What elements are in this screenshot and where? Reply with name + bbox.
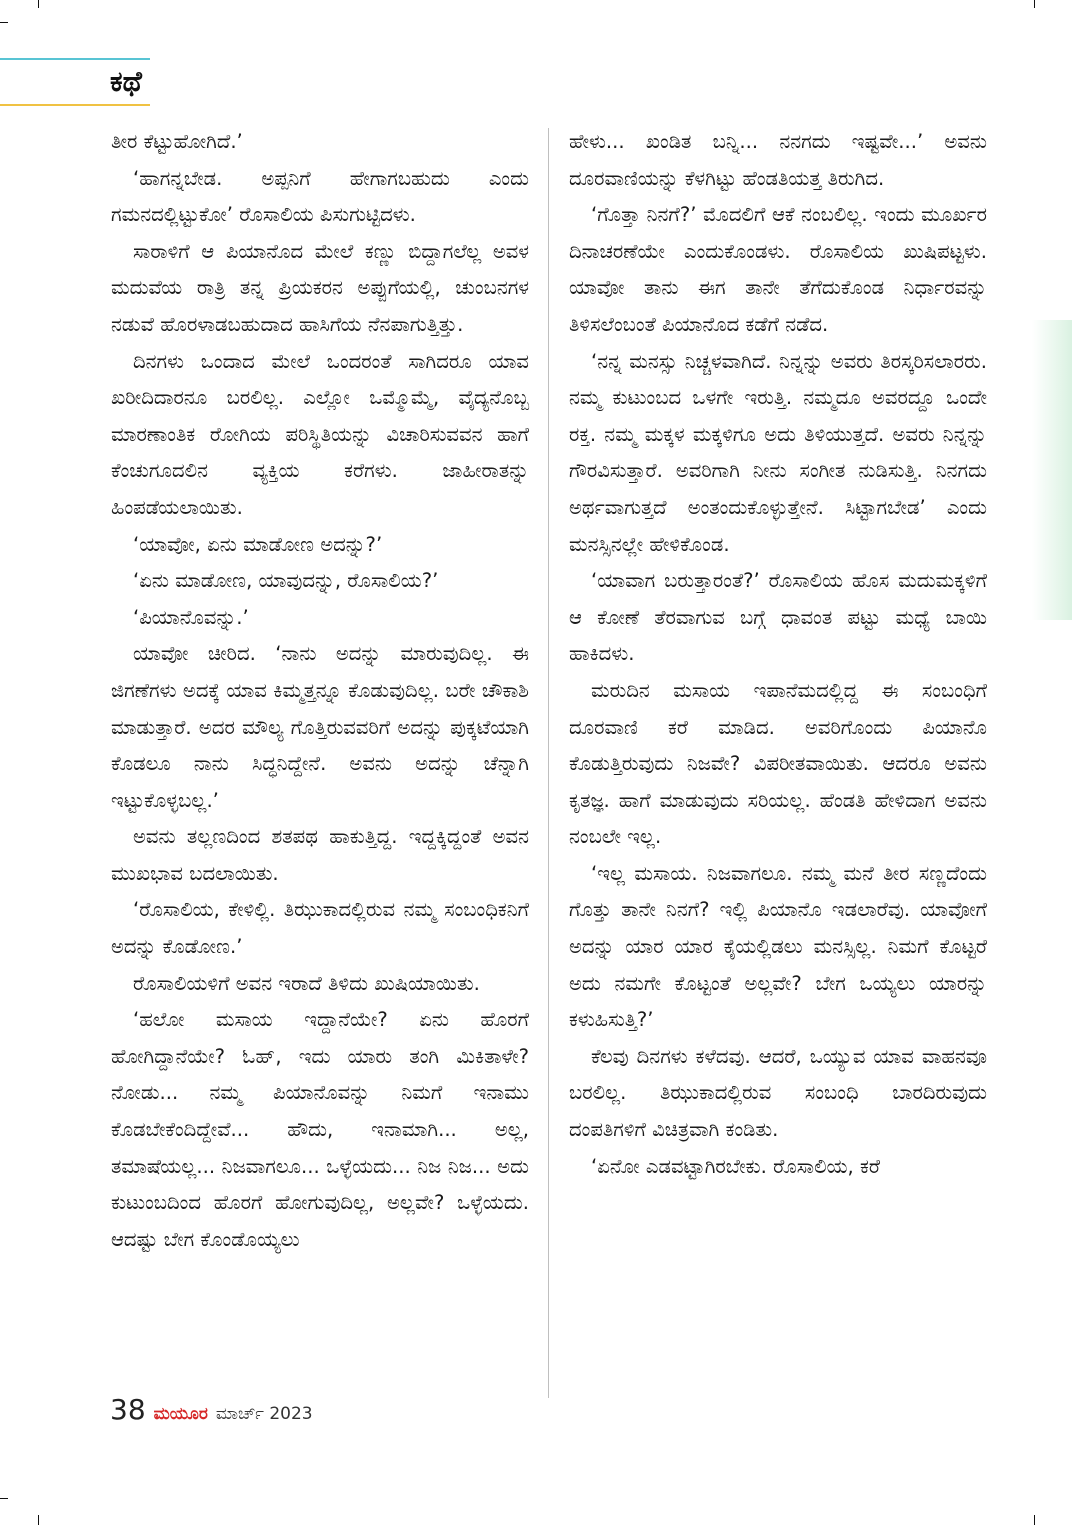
- crop-mark: [38, 1515, 39, 1525]
- magazine-name: ಮಯೂರ: [153, 1404, 208, 1424]
- paragraph: ‘ಗೊತ್ತಾ ನಿನಗೆ?’ ಮೊದಲಿಗೆ ಆಕೆ ನಂಬಲಿಲ್ಲ. ಇಂದು ಮೂರ್ಖರ ದಿನಾಚರಣೆಯೇ ಎಂದುಕೊಂಡಳು. ರೊಸಾಲಿಯ ಖುಷಿಪಟ್ಟಳು. ಯಾವೋ ತಾನು ಈಗ ತಾನೇ ತೆಗೆದುಕೊಂಡ ನಿರ್ಧಾರವನ್ನು ತಿಳಿಸಲೆಂಬಂತೆ ಪಿಯಾನೊದ ಕಡೆಗೆ ನಡೆದ.: [569, 203, 987, 336]
- paragraph: ಕೆಲವು ದಿನಗಳು ಕಳೆದವು. ಆದರೆ, ಒಯ್ಯುವ ಯಾವ ವಾಹನವೂ ಬರಲಿಲ್ಲ. ತಿಝುಕಾದಲ್ಲಿರುವ ಸಂಬಂಧಿ ಬಾರದಿರುವುದು ದಂಪತಿಗಳಿಗೆ ವಿಚಿತ್ರವಾಗಿ ಕಂಡಿತು.: [569, 1044, 987, 1142]
- crop-mark: [0, 22, 8, 23]
- crop-mark: [1034, 0, 1035, 8]
- paragraph: ‘ಪಿಯಾನೊವನ್ನು.’: [133, 605, 249, 629]
- paragraph: ‘ಯಾವಾಗ ಬರುತ್ತಾರಂತೆ?’ ರೊಸಾಲಿಯ ಹೊಸ ಮದುಮಕ್ಕಳಿಗೆ ಆ ಕೋಣೆ ತೆರವಾಗುವ ಬಗ್ಗೆ ಧಾವಂತ ಪಟ್ಟು ಮಧ್ಯೆ ಬಾಯಿ ಹಾಕಿದಳು.: [569, 569, 987, 666]
- paragraph: ತೀರ ಕೆಟ್ಟುಹೋಗಿದೆ.’: [111, 130, 243, 153]
- paragraph: ‘ಯಾವೋ, ಏನು ಮಾಡೋಣ ಅದನ್ನು?’: [133, 532, 383, 556]
- column-divider: [548, 128, 549, 1398]
- paragraph: ‘ಹಲೋ ಮಸಾಯ ಇದ್ದಾನೆಯೇ? ಏನು ಹೊರಗೆ ಹೋಗಿದ್ದಾನೆಯೇ? ಓಹ್, ಇದು ಯಾರು ತಂಗಿ ಮಿಕಿತಾಳೇ? ನೋಡು... ನಮ್ಮ ಪಿಯಾನೊವನ್ನು ನಿಮಗೆ ಇನಾಮು ಕೊಡಬೇಕೆಂದಿದ್ದೇವೆ... ಹೌದು, ಇನಾಮಾಗಿ... ಅಲ್ಲ, ತಮಾಷೆಯಲ್ಲ... ನಿಜವಾಗಲೂ... ಒಳ್ಳೆಯದು... ನಿಜ ನಿಜ... ಅದು ಕುಟುಂಬದಿಂದ ಹೊರಗೆ ಹೋಗುವುದಿಲ್ಲ, ಅಲ್ಲವೇ? ಒಳ್ಳೆಯದು. ಆದಷ್ಟು ಬೇಗ ಕೊಂಡೊಯ್ಯಲು: [111, 1008, 529, 1251]
- left-column: [111, 124, 529, 1258]
- issue-date: ಮಾರ್ಚ್ 2023: [215, 1404, 313, 1424]
- header-rule-yellow: [0, 104, 150, 106]
- paragraph: ‘ಹಾಗನ್ನಬೇಡ. ಅಪ್ಪನಿಗೆ ಹೇಗಾಗಬಹುದು ಎಂದು ಗಮನದಲ್ಲಿಟ್ಟುಕೋ’ ರೊಸಾಲಿಯ ಪಿಸುಗುಟ್ಟಿದಳು.: [111, 166, 529, 227]
- paragraph: ಅವನು ತಲ್ಲಣದಿಂದ ಶತಪಥ ಹಾಕುತ್ತಿದ್ದ. ಇದ್ದಕ್ಕಿದ್ದಂತೆ ಅವನ ಮುಖಭಾವ ಬದಲಾಯಿತು.: [111, 825, 529, 885]
- header-rule-teal: [0, 58, 150, 60]
- page-number: 38: [110, 1393, 146, 1426]
- paragraph: ‘ಇಲ್ಲ ಮಸಾಯ. ನಿಜವಾಗಲೂ. ನಮ್ಮ ಮನೆ ತೀರ ಸಣ್ಣದೆಂದು ಗೊತ್ತು ತಾನೇ ನಿನಗೆ? ಇಲ್ಲಿ ಪಿಯಾನೊ ಇಡಲಾರೆವು. ಯಾವೋಗೆ ಅದನ್ನು ಯಾರ ಯಾರ ಕೈಯಲ್ಲಿಡಲು ಮನಸ್ಸಿಲ್ಲ. ನಿಮಗೆ ಕೊಟ್ಟರೆ ಅದು ನಮಗೇ ಕೊಟ್ಟಂತೆ ಅಲ್ಲವೇ? ಬೇಗ ಒಯ್ಯಲು ಯಾರನ್ನು ಕಳುಹಿಸುತ್ತಿ?’: [569, 861, 987, 1032]
- paragraph: ಮರುದಿನ ಮಸಾಯ ಇಪಾನೆಮದಲ್ಲಿದ್ದ ಈ ಸಂಬಂಧಿಗೆ ದೂರವಾಣಿ ಕರೆ ಮಾಡಿದ. ಅವರಿಗೊಂದು ಪಿಯಾನೊ ಕೊಡುತ್ತಿರುವುದು ನಿಜವೇ? ವಿಪರೀತವಾಯಿತು. ಆದರೂ ಅವನು ಕೃತಜ್ಞ. ಹಾಗೆ ಮಾಡುವುದು ಸರಿಯಲ್ಲ. ಹೆಂಡತಿ ಹೇಳಿದಾಗ ಅವನು ನಂಬಲೇ ಇಲ್ಲ.: [569, 678, 987, 849]
- paragraph: ಹೇಳು... ಖಂಡಿತ ಬನ್ನಿ... ನನಗದು ಇಷ್ಟವೇ...’ ಅವನು ದೂರವಾಣಿಯನ್ನು ಕೆಳಗಿಟ್ಟು ಹೆಂಡತಿಯತ್ತ ತಿರುಗಿದ.: [569, 130, 987, 190]
- crop-mark: [0, 1498, 8, 1499]
- section-title: ಕಥೆ: [110, 65, 142, 98]
- crop-mark: [1034, 1515, 1035, 1525]
- paragraph: ರೊಸಾಲಿಯಳಿಗೆ ಅವನ ಇರಾದೆ ತಿಳಿದು ಖುಷಿಯಾಯಿತು.: [133, 971, 480, 995]
- paragraph: ದಿನಗಳು ಒಂದಾದ ಮೇಲೆ ಒಂದರಂತೆ ಸಾಗಿದರೂ ಯಾವ ಖರೀದಿದಾರನೂ ಬರಲಿಲ್ಲ. ಎಲ್ಲೋ ಒಮ್ಮೊಮ್ಮೆ, ವೈದ್ಯನೊಬ್ಬ ಮಾರಣಾಂತಿಕ ರೋಗಿಯ ಪರಿಸ್ಥಿತಿಯನ್ನು ವಿಚಾರಿಸುವವನ ಹಾಗೆ ಕೆಂಚುಗೂದಲಿನ ವ್ಯಕ್ತಿಯ ಕರೆಗಳು. ಜಾಹೀರಾತನ್ನು ಹಿಂಪಡೆಯಲಾಯಿತು.: [111, 349, 529, 519]
- crop-mark: [38, 0, 39, 8]
- paragraph: ‘ಏನು ಮಾಡೋಣ, ಯಾವುದನ್ನು, ರೊಸಾಲಿಯ?’: [133, 569, 439, 593]
- paragraph: ಯಾವೋ ಚೀರಿದ. ‘ನಾನು ಅದನ್ನು ಮಾರುವುದಿಲ್ಲ. ಈ ಜಿಗಣೆಗಳು ಅದಕ್ಕೆ ಯಾವ ಕಿಮ್ಮತ್ತನ್ನೂ ಕೊಡುವುದಿಲ್ಲ. ಬರೇ ಚೌಕಾಶಿ ಮಾಡುತ್ತಾರೆ. ಅದರ ಮೌಲ್ಯ ಗೊತ್ತಿರುವವರಿಗೆ ಅದನ್ನು ಪುಕ್ಕಟೆಯಾಗಿ ಕೊಡಲೂ ನಾನು ಸಿದ್ಧನಿದ್ದೇನೆ. ಅವನು ಅದನ್ನು ಚೆನ್ನಾಗಿ ಇಟ್ಟುಕೊಳ್ಳಬಲ್ಲ.’: [111, 642, 529, 812]
- edge-decoration: [1032, 320, 1072, 620]
- page-footer: [110, 1393, 313, 1433]
- paragraph: ‘ರೊಸಾಲಿಯ, ಕೇಳಿಲ್ಲಿ. ತಿಝುಕಾದಲ್ಲಿರುವ ನಮ್ಮ ಸಂಬಂಧಿಕನಿಗೆ ಅದನ್ನು ಕೊಡೋಣ.’: [111, 898, 529, 959]
- paragraph: ಸಾರಾಳಿಗೆ ಆ ಪಿಯಾನೊದ ಮೇಲೆ ಕಣ್ಣು ಬಿದ್ದಾಗಲೆಲ್ಲ ಅವಳ ಮದುವೆಯ ರಾತ್ರಿ ತನ್ನ ಪ್ರಿಯಕರನ ಅಪ್ಪುಗೆಯಲ್ಲಿ, ಚುಂಬನಗಳ ನಡುವೆ ಹೊರಳಾಡಬಹುದಾದ ಹಾಸಿಗೆಯ ನೆನಪಾಗುತ್ತಿತ್ತು.: [111, 239, 529, 336]
- paragraph: ‘ಏನೋ ಎಡವಟ್ಟಾಗಿರಬೇಕು. ರೊಸಾಲಿಯ, ಕರೆ: [591, 1154, 880, 1178]
- paragraph: ‘ನನ್ನ ಮನಸ್ಸು ನಿಚ್ಚಳವಾಗಿದೆ. ನಿನ್ನನ್ನು ಅವರು ತಿರಸ್ಕರಿಸಲಾರರು. ನಮ್ಮ ಕುಟುಂಬದ ಒಳಗೇ ಇರುತ್ತಿ. ನಮ್ಮದೂ ಅವರದ್ದೂ ಒಂದೇ ರಕ್ತ. ನಮ್ಮ ಮಕ್ಕಳ ಮಕ್ಕಳಿಗೂ ಅದು ತಿಳಿಯುತ್ತದೆ. ಅವರು ನಿನ್ನನ್ನು ಗೌರವಿಸುತ್ತಾರೆ. ಅವರಿಗಾಗಿ ನೀನು ಸಂಗೀತ ನುಡಿಸುತ್ತಿ. ನಿನಗದು ಅರ್ಥವಾಗುತ್ತದೆ ಅಂತಂದುಕೊಳ್ಳುತ್ತೇನೆ. ಸಿಟ್ಟಾಗಬೇಡ’ ಎಂದು ಮನಸ್ಸಿನಲ್ಲೇ ಹೇಳಿಕೊಂಡ.: [569, 349, 987, 556]
- right-column: [569, 124, 987, 1185]
